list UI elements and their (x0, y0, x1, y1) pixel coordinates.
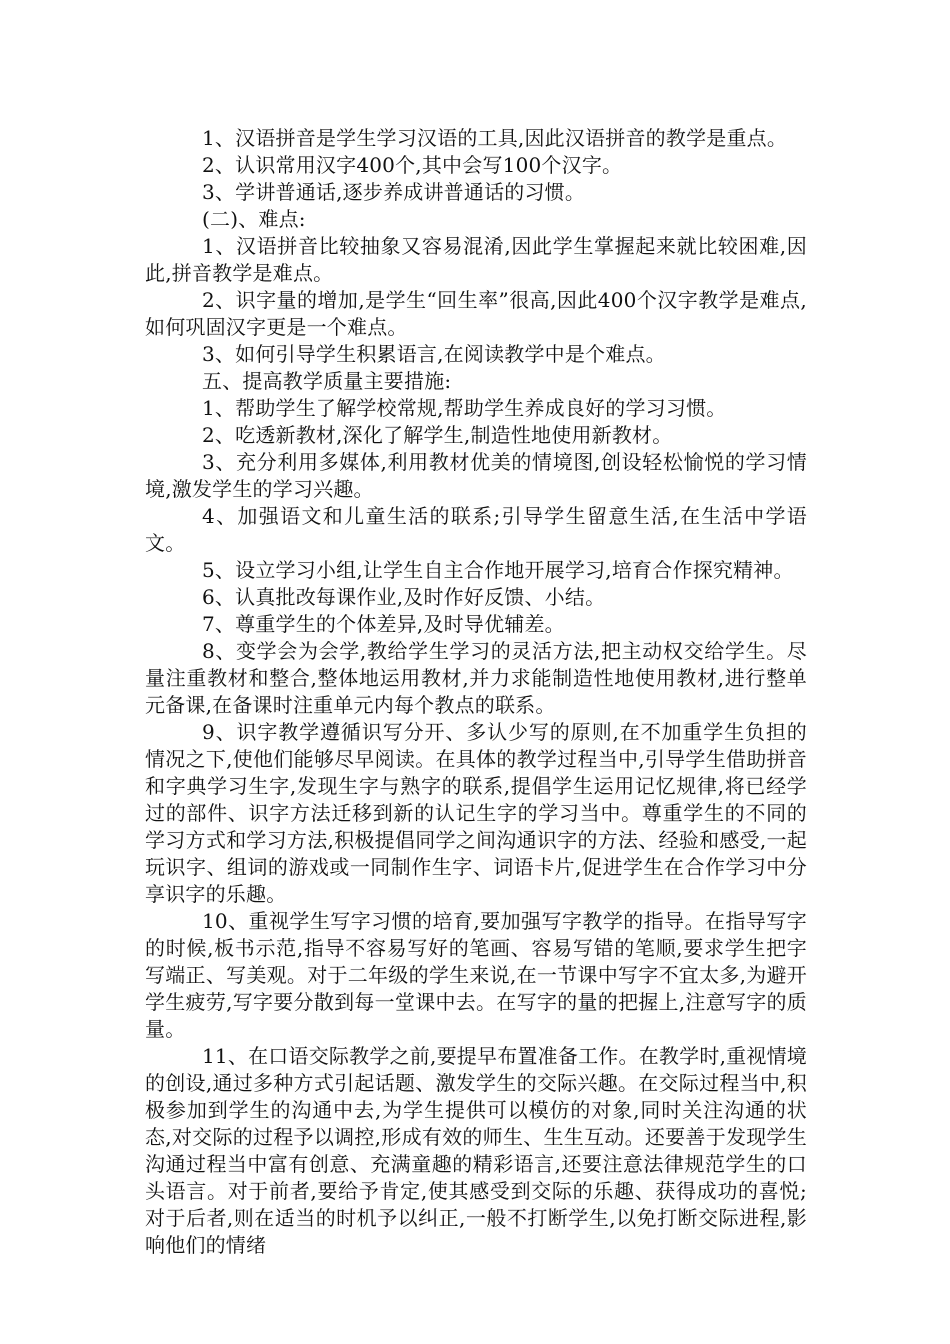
paragraph-measure-1: 1、帮助学生了解学校常规,帮助学生养成良好的学习习惯。 (202, 396, 727, 420)
paragraph-difficulty-2: 2、识字量的增加,是学生“回生率”很高,因此400个汉字教学是难点,如何巩固汉字更是一个难点。 (145, 288, 807, 339)
paragraph-measure-2: 2、吃透新教材,深化了解学生,制造性地使用新教材。 (202, 423, 673, 447)
document-body (145, 125, 807, 1259)
paragraph-measure-5: 5、设立学习小组,让学生自主合作地开展学习,培育合作探究精神。 (202, 558, 794, 582)
paragraph-difficulty-1: 1、汉语拼音比较抽象又容易混淆,因此学生掌握起来就比较困难,因此,拼音教学是难点。 (145, 234, 807, 285)
section-heading-difficulties: (二)、难点: (202, 207, 306, 231)
paragraph-measure-3: 3、充分利用多媒体,利用教材优美的情境图,创设轻松愉悦的学习情境,激发学生的学习兴趣。 (145, 450, 807, 501)
paragraph-measure-7: 7、尊重学生的个体差异,及时导优辅差。 (202, 612, 565, 636)
paragraph-measure-11: 11、在口语交际教学之前,要提早布置准备工作。在教学时,重视情境的创设,通过多种方式引起话题、激发学生的交际兴趣。在交际过程当中,积极参加到学生的沟通中去,为学生提供可以模仿的对象,同时关注沟通的状态,对交际的过程予以调控,形成有效的师生、生生互动。还要善于发现学生沟通过程当中富有创意、充满童趣的精彩语言,还要注意法律规范学生的口头语言。对于前者,要给予肯定,使其感受到交际的乐趣、获得成功的喜悦;对于后者,则在适当的时机予以纠正,一般不打断学生,以免打断交际进程,影响他们的情绪 (145, 1044, 807, 1257)
paragraph-measure-10: 10、重视学生写字习惯的培育,要加强写字教学的指导。在指导写字的时候,板书示范,指导不容易写好的笔画、容易写错的笔顺,要求学生把字写端正、写美观。对于二年级的学生来说,在一节课中写字不宜太多,为避开学生疲劳,写字要分散到每一堂课中去。在写字的量的把握上,注意写字的质量。 (145, 909, 807, 1041)
paragraph-measure-9: 9、识字教学遵循识写分开、多认少写的原则,在不加重学生负担的情况之下,使他们能够尽早阅读。在具体的教学过程当中,引导学生借助拼音和字典学习生字,发现生字与熟字的联系,提倡学生运用记忆规律,将已经学过的部件、识字方法迁移到新的认记生字的学习当中。尊重学生的不同的学习方式和学习方法,积极提倡同学之间沟通识字的方法、经验和感受,一起玩识字、组词的游戏或一同制作生字、词语卡片,促进学生在合作学习中分享识字的乐趣。 (145, 720, 807, 906)
paragraph-key-point-3: 3、学讲普通话,逐步养成讲普通话的习惯。 (202, 180, 586, 204)
paragraph-key-point-1: 1、汉语拼音是学生学习汉语的工具,因此汉语拼音的教学是重点。 (202, 126, 788, 150)
section-heading-measures: 五、提高教学质量主要措施: (202, 369, 452, 393)
paragraph-measure-8: 8、变学会为会学,教给学生学习的灵活方法,把主动权交给学生。尽量注重教材和整合,整体地运用教材,并力求能制造性地使用教材,进行整单元备课,在备课时注重单元内每个教点的联系。 (145, 639, 807, 717)
paragraph-measure-6: 6、认真批改每课作业,及时作好反馈、小结。 (202, 585, 606, 609)
paragraph-difficulty-3: 3、如何引导学生积累语言,在阅读教学中是个难点。 (202, 342, 666, 366)
paragraph-key-point-2: 2、认识常用汉字400个,其中会写100个汉字。 (202, 153, 623, 177)
paragraph-measure-4: 4、加强语文和儿童生活的联系;引导学生留意生活,在生活中学语文。 (145, 504, 807, 555)
